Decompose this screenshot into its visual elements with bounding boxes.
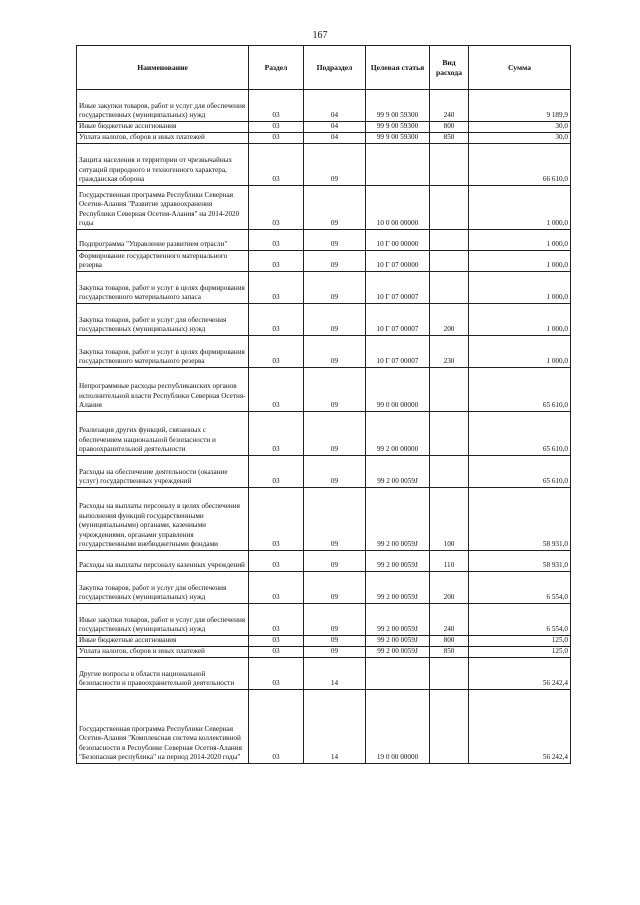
row-section: 03 [249,230,304,251]
row-subsection: 09 [304,572,366,604]
row-section: 03 [249,336,304,368]
row-type [430,658,469,690]
row-name: Реализация других функций, связанных с обеспечением национальной безопасности и правоохранительной деятельности [77,412,249,456]
row-type: 200 [430,572,469,604]
row-subsection: 09 [304,368,366,412]
row-target [366,658,430,690]
row-type: 100 [430,488,469,551]
row-sum: 1 000,0 [469,336,571,368]
table-row [77,488,571,551]
row-section: 03 [249,690,304,764]
row-type: 800 [430,636,469,647]
row-subsection: 09 [304,647,366,658]
row-target: 99 9 00 59300 [366,133,430,144]
row-type: 230 [430,336,469,368]
table-row [77,230,571,251]
row-type: 850 [430,647,469,658]
row-type: 850 [430,133,469,144]
header-target: Целевая статья [366,46,430,90]
row-target: 10 0 00 00000 [366,186,430,230]
table-row [77,336,571,368]
row-section: 03 [249,90,304,122]
header-name: Наименование [77,46,249,90]
row-type [430,251,469,272]
row-type: 200 [430,304,469,336]
row-type: 240 [430,604,469,636]
table-row [77,551,571,572]
row-name: Уплата налогов, сборов и иных платежей [77,647,249,658]
row-name: Государственная программа Республики Северная Осетия-Алания "Развитие здравоохранения Республики Северная Осетия-Алания" на 2014-2020 годы [77,186,249,230]
row-target: 10 Г 00 00000 [366,230,430,251]
row-section: 03 [249,133,304,144]
table-row [77,572,571,604]
row-sum: 9 189,9 [469,90,571,122]
table-row [77,456,571,488]
row-sum: 6 554,0 [469,572,571,604]
row-name: Расходы на обеспечение деятельности (оказание услуг) государственных учреждений [77,456,249,488]
row-section: 03 [249,186,304,230]
row-name: Расходы на выплаты персоналу казенных учреждений [77,551,249,572]
row-sum: 1 000,0 [469,251,571,272]
row-target: 99 2 00 0059Ј [366,636,430,647]
row-subsection: 14 [304,690,366,764]
row-type [430,144,469,186]
header-sum: Сумма [469,46,571,90]
header-subsection: Подраздел [304,46,366,90]
row-sum: 56 242,4 [469,690,571,764]
table-row [77,304,571,336]
row-sum: 1 000,0 [469,304,571,336]
row-subsection: 04 [304,133,366,144]
table-row [77,272,571,304]
table-row [77,604,571,636]
row-section: 03 [249,488,304,551]
row-name: Непрограммные расходы республиканских органов исполнительной власти Республики Северная Осетия-Алания [77,368,249,412]
table-row [77,647,571,658]
row-name: Подпрограмма "Управление развитием отрасли" [77,230,249,251]
row-section: 03 [249,368,304,412]
row-sum: 125,0 [469,636,571,647]
row-name: Защита населения и территории от чрезвычайных ситуаций природного и техногенного характера, гражданская оборона [77,144,249,186]
row-type [430,690,469,764]
row-type [430,230,469,251]
row-type [430,456,469,488]
row-section: 03 [249,658,304,690]
row-subsection: 09 [304,251,366,272]
row-sum: 125,0 [469,647,571,658]
table-row [77,636,571,647]
row-subsection: 09 [304,636,366,647]
row-name: Формирование государственного материального резерва [77,251,249,272]
page-number: 167 [312,30,328,41]
table-row [77,122,571,133]
row-sum: 1 000,0 [469,186,571,230]
row-type [430,368,469,412]
row-section: 03 [249,456,304,488]
row-subsection: 09 [304,186,366,230]
row-subsection: 09 [304,230,366,251]
row-section: 03 [249,304,304,336]
row-type [430,186,469,230]
row-sum: 65 610,0 [469,368,571,412]
row-subsection: 14 [304,658,366,690]
row-section: 03 [249,122,304,133]
row-section: 03 [249,412,304,456]
row-name: Государственная программа Республики Северная Осетия-Алания "Комплексная система коллективной безопасности в Республике Северная Осетия-Алания "Безопасная республика" на период 2014-2020 годы" [77,690,249,764]
row-subsection: 04 [304,90,366,122]
row-target [366,144,430,186]
row-type: 110 [430,551,469,572]
table-row [77,251,571,272]
row-target: 99 2 00 0059Ј [366,604,430,636]
table-row [77,658,571,690]
row-sum: 58 931,0 [469,551,571,572]
row-target: 99 2 00 0059Ј [366,647,430,658]
table-row [77,368,571,412]
row-name: Другие вопросы в области национальной безопасности и правоохранительной деятельности [77,658,249,690]
row-sum: 65 610,0 [469,412,571,456]
row-sum: 6 554,0 [469,604,571,636]
row-target: 99 2 00 0059Ј [366,456,430,488]
row-section: 03 [249,647,304,658]
row-subsection: 09 [304,604,366,636]
row-subsection: 09 [304,456,366,488]
row-sum: 1 000,0 [469,230,571,251]
row-name: Иные закупки товаров, работ и услуг для обеспечения государственных (муниципальных) нужд [77,90,249,122]
row-sum: 56 242,4 [469,658,571,690]
row-name: Расходы на выплаты персоналу в целях обеспечения выполнения функций государственными (муниципальными) органами, казенными учреждениями, органами управления государственными внебюджетными фондами [77,488,249,551]
row-type: 800 [430,122,469,133]
row-sum: 66 610,0 [469,144,571,186]
row-type [430,272,469,304]
row-target: 10 Г 07 00007 [366,304,430,336]
table-row [77,186,571,230]
row-section: 03 [249,551,304,572]
row-sum: 65 610,0 [469,456,571,488]
row-name: Иные бюджетные ассигнования [77,122,249,133]
table-row [77,412,571,456]
row-sum: 58 931,0 [469,488,571,551]
row-name: Закупка товаров, работ и услуг в целях формирования государственного материального резерва [77,336,249,368]
row-subsection: 04 [304,122,366,133]
table-header-row [77,46,571,90]
row-subsection: 09 [304,304,366,336]
row-target: 10 Г 07 00007 [366,336,430,368]
row-name: Иные бюджетные ассигнования [77,636,249,647]
row-subsection: 09 [304,412,366,456]
header-section: Раздел [249,46,304,90]
row-target: 99 2 00 0059Ј [366,488,430,551]
row-type [430,412,469,456]
row-sum: 1 000,0 [469,272,571,304]
table-row [77,133,571,144]
row-target: 99 9 00 59300 [366,122,430,133]
row-target: 10 Г 07 00007 [366,272,430,304]
budget-table [76,45,571,764]
header-type: Вид расхода [430,46,469,90]
row-subsection: 09 [304,336,366,368]
table-row [77,90,571,122]
table-row [77,144,571,186]
row-subsection: 09 [304,272,366,304]
row-target: 99 2 00 0059Ј [366,572,430,604]
row-target: 10 Г 07 00000 [366,251,430,272]
row-section: 03 [249,604,304,636]
row-name: Закупка товаров, работ и услуг для обеспечения государственных (муниципальных) нужд [77,304,249,336]
row-sum: 30,0 [469,133,571,144]
row-section: 03 [249,572,304,604]
row-subsection: 09 [304,551,366,572]
table-row [77,690,571,764]
row-subsection: 09 [304,488,366,551]
row-subsection: 09 [304,144,366,186]
row-target: 99 0 00 00000 [366,368,430,412]
row-type: 240 [430,90,469,122]
row-sum: 30,0 [469,122,571,133]
row-name: Иные закупки товаров, работ и услуг для обеспечения государственных (муниципальных) нужд [77,604,249,636]
row-target: 19 0 00 00000 [366,690,430,764]
row-name: Закупка товаров, работ и услуг для обеспечения государственных (муниципальных) нужд [77,572,249,604]
row-section: 03 [249,272,304,304]
row-target: 99 2 00 00000 [366,412,430,456]
row-target: 99 9 00 59300 [366,90,430,122]
row-section: 03 [249,636,304,647]
row-section: 03 [249,251,304,272]
row-target: 99 2 00 0059Ј [366,551,430,572]
row-section: 03 [249,144,304,186]
row-name: Закупка товаров, работ и услуг в целях формирования государственного материального запаса [77,272,249,304]
row-name: Уплата налогов, сборов и иных платежей [77,133,249,144]
